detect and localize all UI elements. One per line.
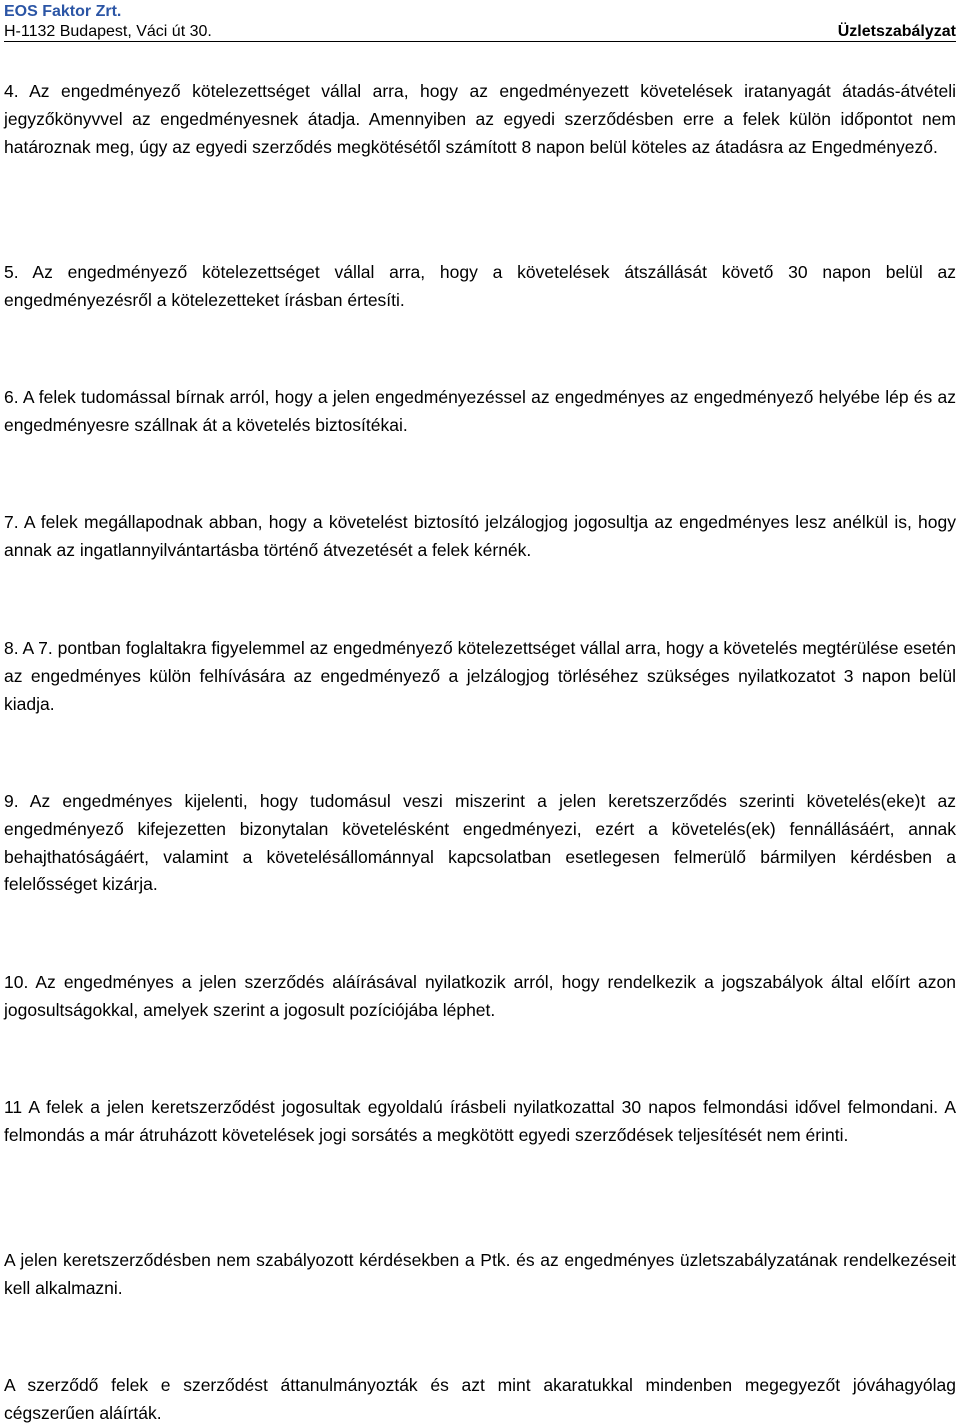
paragraph-applicable-law: A jelen keretszerződésben nem szabályozott kérdésekben a Ptk. és az engedményes üzletszabályzatának rendelkezéseit kell alkalmazni. bbox=[4, 1250, 956, 1298]
company-name: EOS Faktor Zrt. bbox=[4, 3, 122, 20]
paragraph-9: 9. Az engedményes kijelenti, hogy tudomásul veszi miszerint a jelen keretszerződés szerinti követelés(eke)t az engedményező kifejezetten bizonytalan követelésként engedményezi, ezért a követelés(ek) fennállásáért, annak behajthatóságáért, valamint a követelésállománnyal kapcsolatban esetlegesen felmerülő bármilyen kérdésben a felelősséget kizárja. bbox=[4, 791, 956, 895]
header-divider bbox=[4, 41, 956, 42]
paragraph-4: 4. Az engedményező kötelezettséget vállal arra, hogy az engedményezett követelések iratanyagát átadás-átvételi jegyzőkönyvvel az engedményesnek átadja. Amennyiben az egyedi szerződésben erre a felek külön időpontot nem határoznak meg, úgy az egyedi szerződés megkötésétől számított 8 napon belül köteles az átadásra az Engedményező. bbox=[4, 81, 956, 157]
paragraph-5: 5. Az engedményező kötelezettséget vállal arra, hogy a követelések átszállását követő 30 napon belül az engedményezésről a kötelezetteket írásban értesíti. bbox=[4, 262, 956, 310]
paragraph-10: 10. Az engedményes a jelen szerződés aláírásával nyilatkozik arról, hogy rendelkezik a jogszabályok által előírt azon jogosultságokkal, amelyek szerint a jogosult pozíciójába léphet. bbox=[4, 972, 956, 1020]
paragraph-6: 6. A felek tudomással bírnak arról, hogy a jelen engedményezéssel az engedményes az engedményező helyébe lép és az engedményesre szállnak át a követelés biztosítékai. bbox=[4, 387, 956, 435]
paragraph-8: 8. A 7. pontban foglaltakra figyelemmel az engedményező kötelezettséget vállal arra, hogy a követelés megtérülése esetén az engedményes külön felhívására az engedményező a jelzálogjog törléséhez szükséges nyilatkozatot 3 napon belül kiadja. bbox=[4, 638, 956, 714]
company-address: H-1132 Budapest, Váci út 30. bbox=[4, 23, 212, 40]
paragraph-11: 11 A felek a jelen keretszerződést jogosultak egyoldalú írásbeli nyilatkozattal 30 napos felmondási idővel felmondani. A felmondás a már átruházott követelések jogi sorsátés a megkötött egyedi szerződések teljesítését nem érinti. bbox=[4, 1097, 956, 1145]
paragraph-7: 7. A felek megállapodnak abban, hogy a követelést biztosító jelzálogjog jogosultja az engedményes lesz anélkül is, hogy annak az ingatlannyilvántartásba történő átvezetését a felek kérnék. bbox=[4, 512, 956, 560]
document-title: Üzletszabályzat bbox=[837, 23, 956, 40]
paragraph-signature: A szerződő felek e szerződést áttanulmányozták és azt mint akaratukkal mindenben megegyezőt jóváhagyólag cégszerűen aláírták. bbox=[4, 1375, 956, 1423]
page-header bbox=[4, 2, 956, 40]
